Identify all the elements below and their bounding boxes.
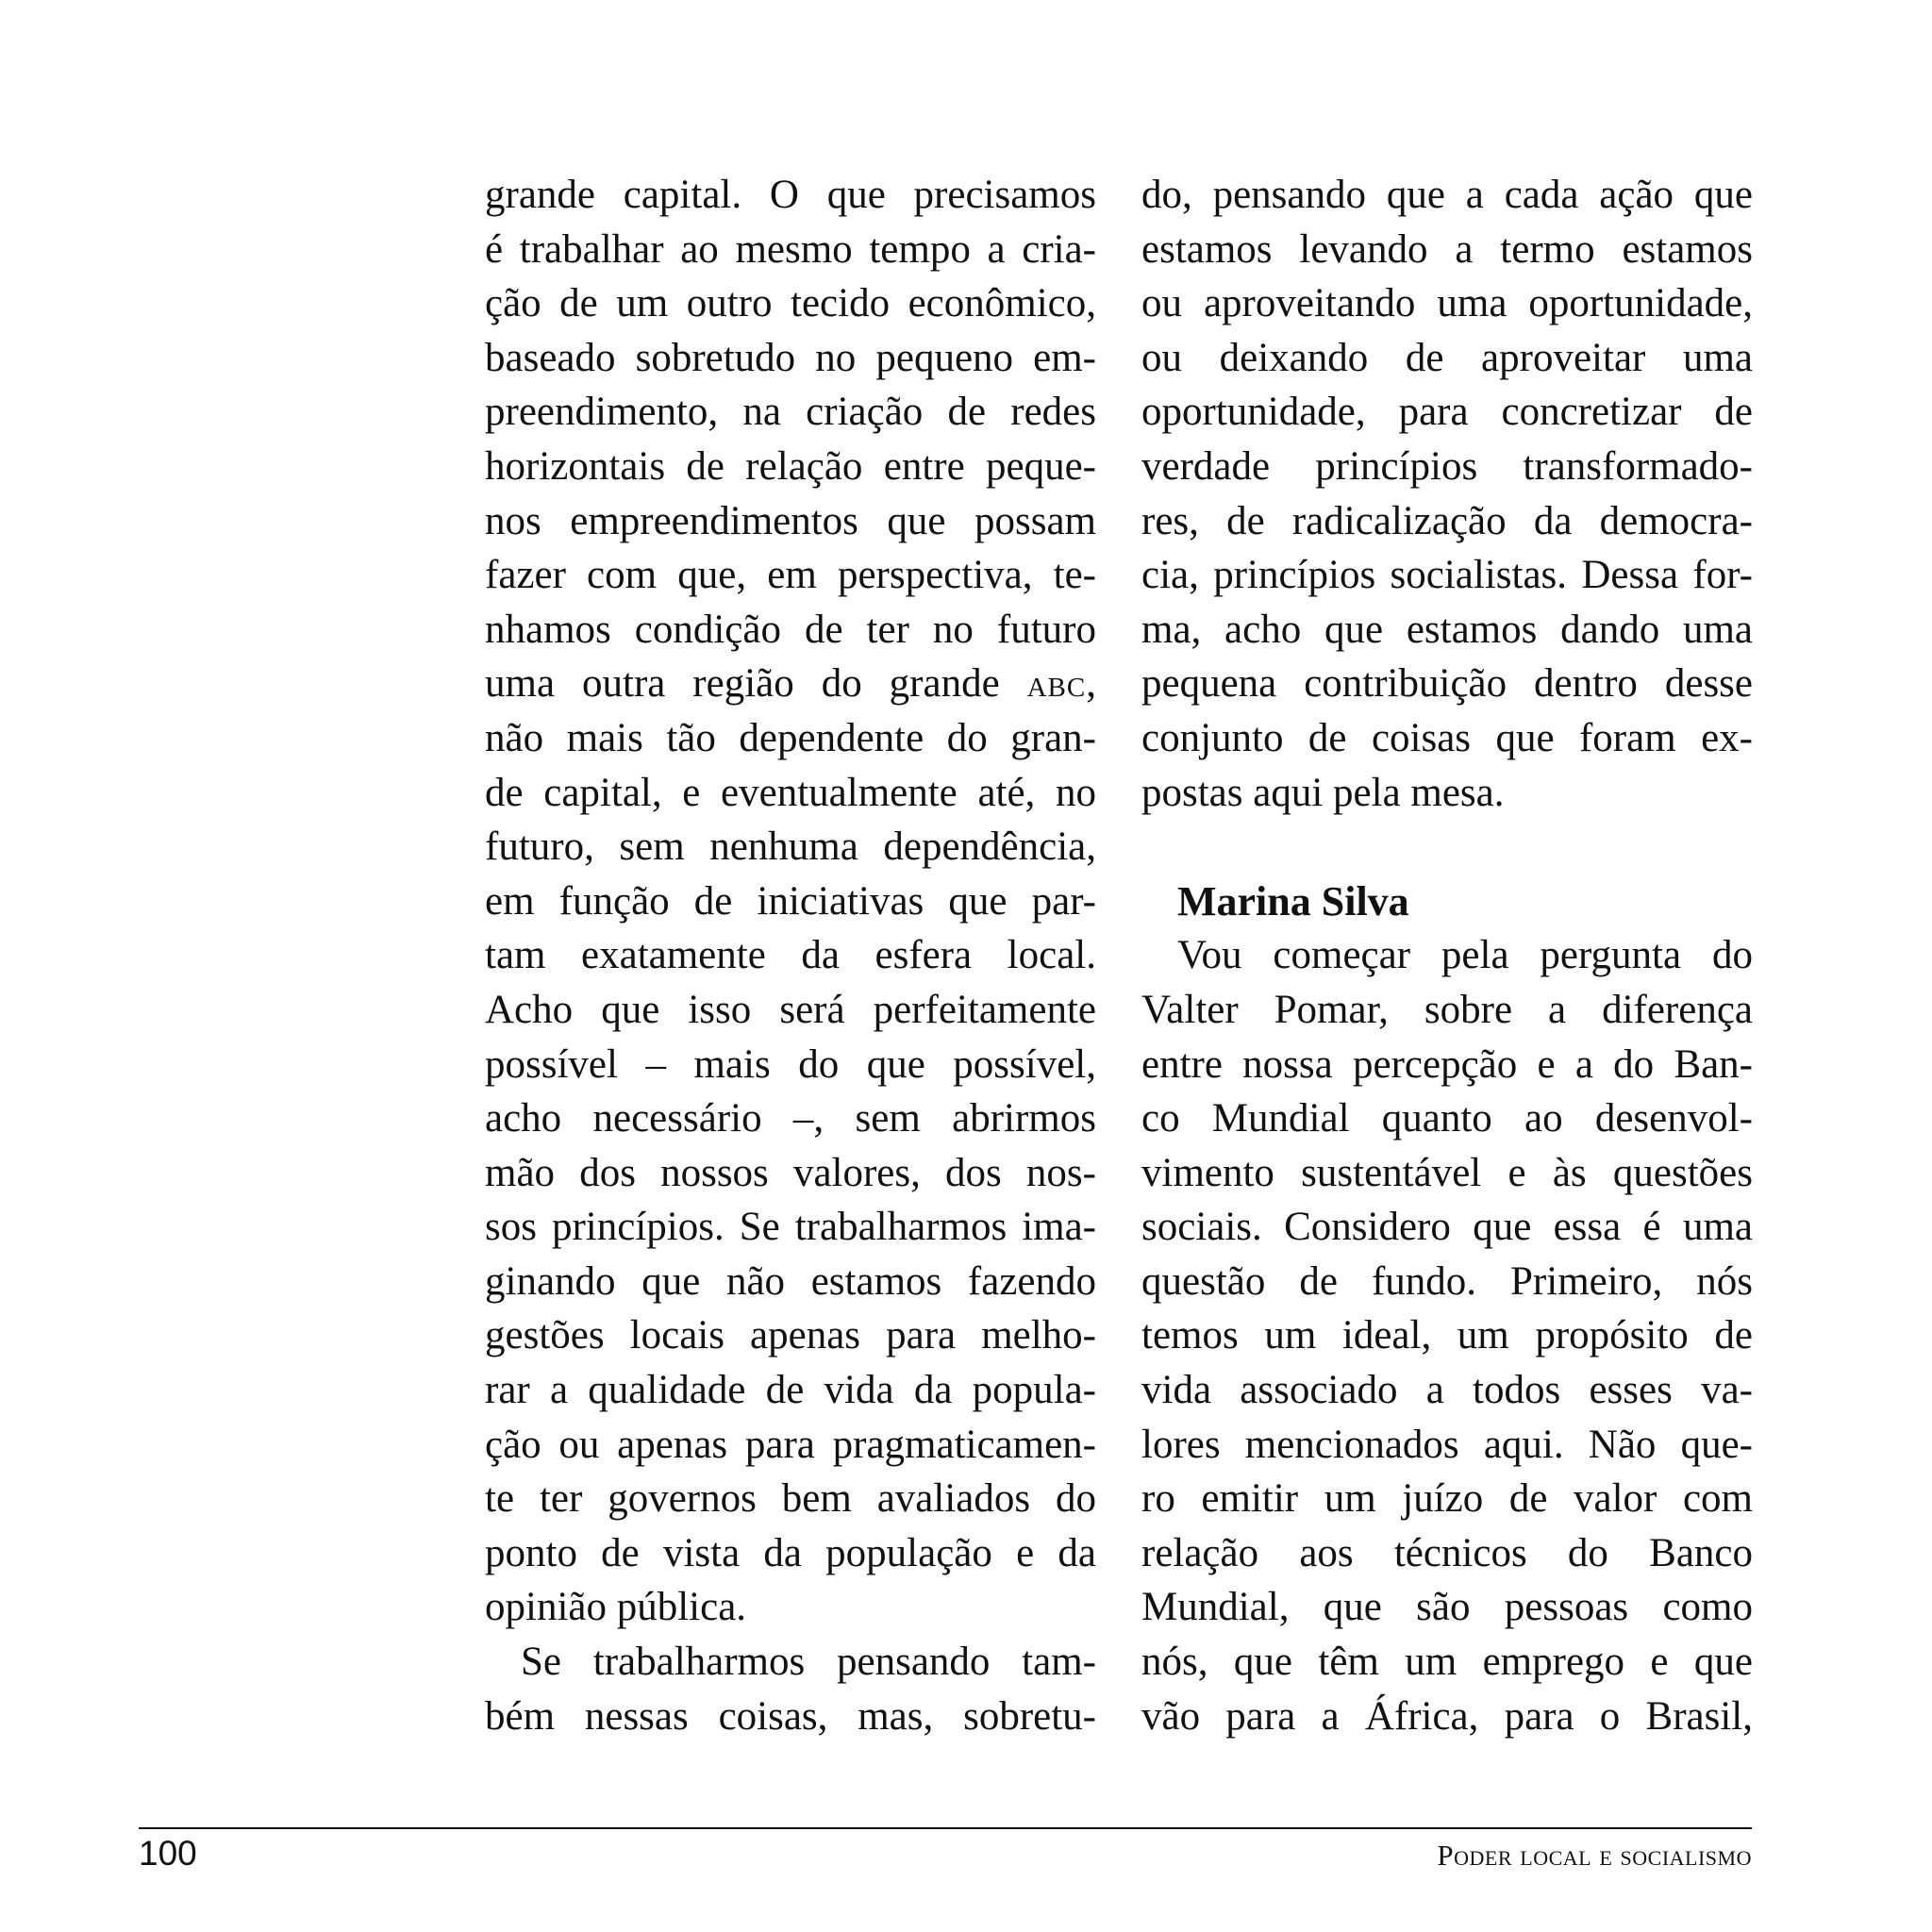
text-line: ma, acho que estamos dando uma xyxy=(1141,607,1753,652)
text-line: do, pensando que a cada ação que xyxy=(1141,173,1753,217)
text-line: cia, princípios socialistas. Dessa for- xyxy=(1141,553,1753,598)
text-line: sociais. Considero que essa é uma xyxy=(1141,1205,1753,1250)
left-column xyxy=(485,168,1096,1743)
text-line: nós, que têm um emprego e que xyxy=(1141,1640,1753,1685)
text-line: oportunidade, para concretizar de xyxy=(1141,390,1753,435)
text-line: questão de fundo. Primeiro, nós xyxy=(1141,1258,1753,1304)
text-line: ção de um outro tecido econômico, xyxy=(485,281,1096,326)
text-line: res, de radicalização da democra- xyxy=(1141,498,1753,543)
text-line: futuro, sem nenhuma dependência, xyxy=(485,824,1096,870)
text-line: possível – mais do que possível, xyxy=(485,1041,1096,1087)
paragraph-gap xyxy=(1141,820,1753,874)
text-line: Valter Pomar, sobre a diferença xyxy=(1141,987,1753,1032)
text-line: ção ou apenas para pragmaticamen- xyxy=(485,1422,1096,1467)
acronym-abc: ABC xyxy=(1026,673,1087,704)
text-fragment: uma outra região do grande xyxy=(485,661,1027,707)
text-line-abc xyxy=(485,657,1096,711)
text-line: vimento sustentável e às questões xyxy=(1141,1150,1753,1195)
text-line: opinião pública. xyxy=(485,1585,747,1630)
text-line: nos empreendimentos que possam xyxy=(485,498,1096,543)
text-line: rar a qualidade de vida da popula- xyxy=(485,1368,1096,1413)
text-line: fazer com que, em perspectiva, te- xyxy=(485,553,1096,598)
text-line: tam exatamente da esfera local. xyxy=(485,933,1096,978)
text-line: de capital, e eventualmente até, no xyxy=(485,770,1096,815)
text-line: Mundial, que são pessoas como xyxy=(1141,1585,1753,1630)
text-line: bém nessas coisas, mas, sobretu- xyxy=(485,1693,1096,1739)
text-line: ginando que não estamos fazendo xyxy=(485,1258,1096,1304)
text-fragment: , xyxy=(1086,661,1096,707)
text-line: é trabalhar ao mesmo tempo a cria- xyxy=(485,226,1096,272)
text-line: estamos levando a termo estamos xyxy=(1141,226,1753,272)
text-line: não mais tão dependente do gran- xyxy=(485,715,1096,760)
right-column xyxy=(1141,168,1753,1743)
text-line: ponto de vista da população e da xyxy=(485,1530,1096,1575)
text-line: sos princípios. Se trabalharmos ima- xyxy=(485,1205,1096,1250)
page-number: 100 xyxy=(139,1834,197,1873)
text-line: temos um ideal, um propósito de xyxy=(1141,1313,1753,1358)
text-line: grande capital. O que precisamos xyxy=(485,173,1096,217)
text-line: vida associado a todos esses va- xyxy=(1141,1368,1753,1413)
text-line: relação aos técnicos do Banco xyxy=(1141,1530,1753,1575)
text-line: em função de iniciativas que par- xyxy=(485,878,1096,924)
text-line: ou deixando de aproveitar uma xyxy=(1141,335,1753,380)
text-line: verdade princípios transformado- xyxy=(1141,443,1753,489)
text-line: te ter governos bem avaliados do xyxy=(485,1476,1096,1522)
speaker-heading: Marina Silva xyxy=(1177,877,1409,924)
text-line: ro emitir um juízo de valor com xyxy=(1141,1476,1753,1522)
text-line: lores mencionados aqui. Não que- xyxy=(1141,1422,1753,1467)
text-line: entre nossa percepção e a do Ban- xyxy=(1141,1041,1753,1087)
text-line: ou aproveitando uma oportunidade, xyxy=(1141,281,1753,326)
footer-rule xyxy=(139,1827,1752,1829)
text-line: mão dos nossos valores, dos nos- xyxy=(485,1150,1096,1195)
text-line: baseado sobretudo no pequeno em- xyxy=(485,335,1096,380)
text-line: vão para a África, para o Brasil, xyxy=(1141,1693,1753,1739)
text-line: Se trabalharmos pensando tam- xyxy=(521,1640,1096,1685)
text-line: gestões locais apenas para melho- xyxy=(485,1313,1096,1358)
text-line: horizontais de relação entre peque- xyxy=(485,443,1096,489)
running-head: Poder local e socialismo xyxy=(1437,1839,1752,1872)
text-line: conjunto de coisas que foram ex- xyxy=(1141,715,1753,760)
text-line: preendimento, na criação de redes xyxy=(485,390,1096,435)
text-line: acho necessário –, sem abrirmos xyxy=(485,1096,1096,1141)
text-line: pequena contribuição dentro desse xyxy=(1141,661,1753,707)
text-line: Vou começar pela pergunta do xyxy=(1177,933,1753,978)
text-line: Acho que isso será perfeitamente xyxy=(485,987,1096,1032)
text-line: postas aqui pela mesa. xyxy=(1141,770,1505,815)
text-line: nhamos condição de ter no futuro xyxy=(485,607,1096,652)
text-line: co Mundial quanto ao desenvol- xyxy=(1141,1096,1753,1141)
